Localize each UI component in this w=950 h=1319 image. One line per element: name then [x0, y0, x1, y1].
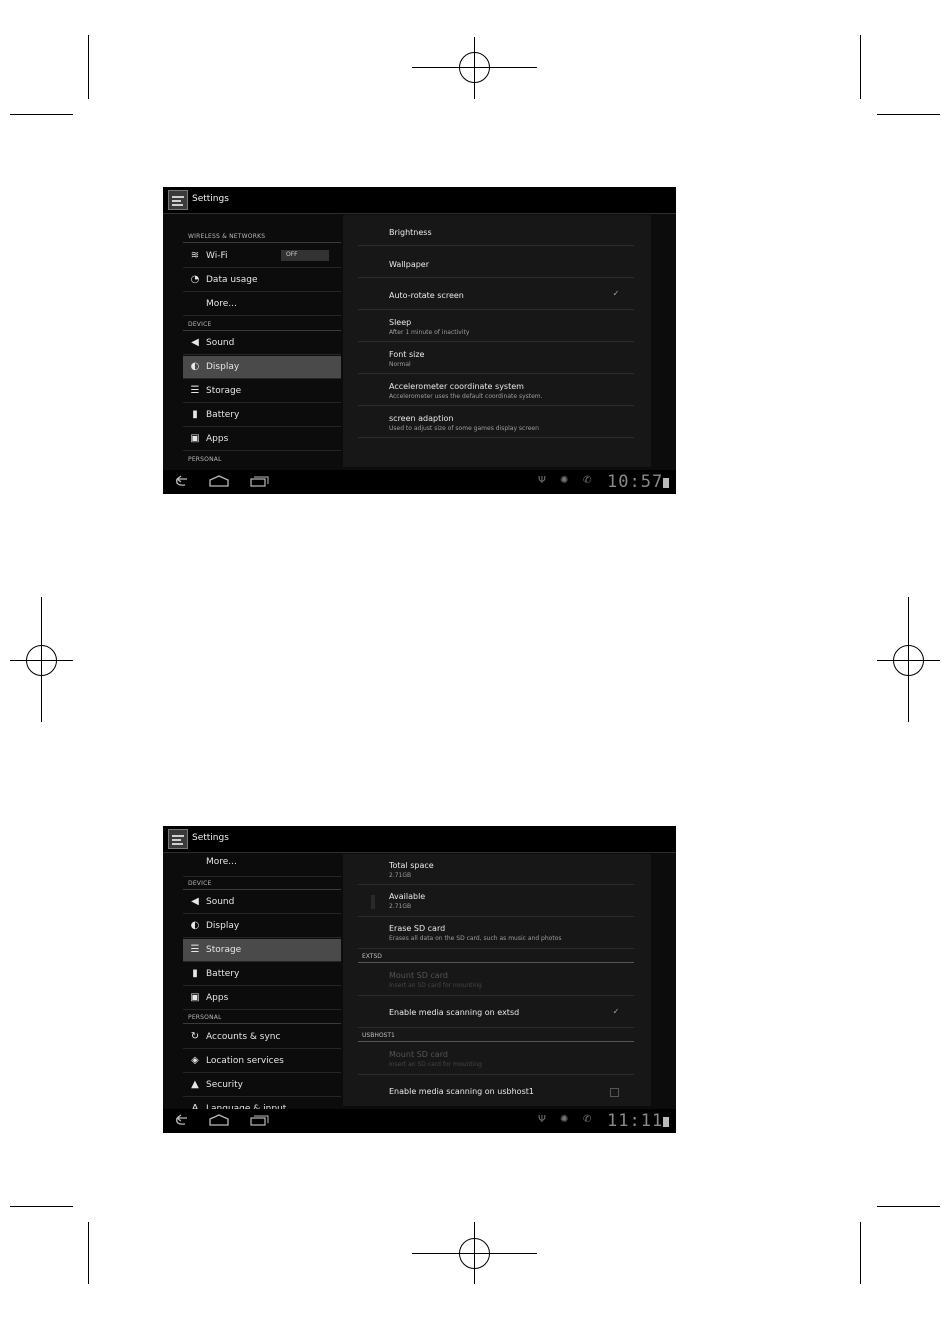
row-summary: Insert an SD card for mounting: [389, 982, 482, 989]
row-title: Font size: [389, 350, 425, 359]
row-title: Mount SD card: [389, 1050, 448, 1059]
sidebar-item-apps[interactable]: [183, 428, 341, 451]
android-debug-icon: ✺: [560, 1114, 569, 1125]
section-header-personal: PERSONAL: [188, 1014, 222, 1021]
sidebar-item-storage[interactable]: [183, 939, 341, 962]
battery-icon: ▮: [192, 409, 198, 420]
battery-icon: ▮: [192, 968, 198, 979]
sidebar-item-label: Storage: [206, 386, 242, 396]
row-title: screen adaption: [389, 414, 454, 423]
app-title: Settings: [192, 833, 229, 843]
nav-buttons: [163, 470, 283, 494]
settings-icon[interactable]: [168, 829, 188, 849]
media-scanning-usbhost-row[interactable]: [358, 1076, 634, 1107]
row-title: Accelerometer coordinate system: [389, 382, 524, 391]
section-header-device: DEVICE: [188, 321, 212, 328]
accelerometer-row[interactable]: [358, 375, 634, 406]
sidebar-item-apps[interactable]: [183, 987, 341, 1010]
row-title: Sleep: [389, 318, 412, 327]
section-header-personal: PERSONAL: [188, 456, 222, 463]
row-summary: Insert an SD card for mounting: [389, 1061, 482, 1068]
sidebar-item-data-usage[interactable]: [183, 269, 341, 292]
row-summary: 2.71GB: [389, 872, 412, 879]
sync-icon: ↻: [190, 1031, 200, 1042]
battery-status-icon: [663, 478, 669, 488]
sound-icon: ◀: [191, 337, 199, 348]
sidebar-item-label: More...: [206, 299, 237, 309]
section-divider: [183, 330, 341, 331]
display-icon: ◐: [190, 361, 200, 372]
sidebar-item-label: Storage: [206, 945, 242, 955]
sidebar-item-battery[interactable]: [183, 963, 341, 986]
sidebar-item-label: Sound: [206, 897, 235, 907]
media-scanning-extsd-checkbox[interactable]: ✓: [612, 1007, 620, 1016]
system-nav-bar: [163, 1109, 676, 1133]
apps-icon: ▣: [190, 992, 200, 1003]
usb-icon: Ψ: [538, 475, 546, 486]
sidebar-item-label: Apps: [206, 434, 229, 444]
row-title: Wallpaper: [389, 260, 430, 269]
settings-icon[interactable]: [168, 190, 188, 210]
back-icon[interactable]: [177, 1115, 187, 1124]
section-header-usbhost: USBHOST1: [362, 1032, 395, 1039]
storage-icon: ☰: [190, 385, 200, 396]
wallpaper-row[interactable]: [358, 247, 634, 278]
status-clock: 10:57: [607, 472, 664, 492]
sidebar-item-label: Display: [206, 362, 240, 372]
auto-rotate-row[interactable]: [358, 279, 634, 310]
row-title: Enable media scanning on usbhost1: [389, 1087, 534, 1096]
sidebar-item-security[interactable]: [183, 1074, 341, 1097]
sidebar-item-sound[interactable]: [183, 891, 341, 914]
sidebar-item-label: Battery: [206, 410, 240, 420]
app-title: Settings: [192, 194, 229, 204]
sidebar-item-more[interactable]: [183, 293, 341, 316]
apps-icon: ▣: [190, 433, 200, 444]
sidebar-item-storage[interactable]: [183, 380, 341, 403]
settings-headers-list: [183, 215, 341, 467]
media-scanning-usbhost-checkbox[interactable]: [610, 1088, 619, 1097]
toggle-label: OFF: [286, 251, 298, 258]
storage-color-marker: [371, 895, 375, 909]
recent-apps-icon[interactable]: [251, 477, 268, 486]
section-divider: [183, 242, 341, 243]
android-debug-icon: ✺: [560, 475, 569, 486]
auto-rotate-checkbox[interactable]: ✓: [612, 289, 620, 298]
sidebar-item-sound[interactable]: [183, 332, 341, 355]
font-size-row[interactable]: [358, 343, 634, 374]
settings-headers-list: [183, 854, 341, 1106]
erase-sd-card-row[interactable]: [358, 918, 634, 949]
nav-buttons: [163, 1109, 283, 1133]
brightness-row[interactable]: [358, 215, 634, 246]
home-icon[interactable]: [210, 1115, 228, 1125]
row-title: Erase SD card: [389, 924, 446, 933]
sidebar-item-label: Apps: [206, 993, 229, 1003]
action-bar: [163, 826, 676, 853]
row-title: Enable media scanning on extsd: [389, 1008, 520, 1017]
sidebar-item-display[interactable]: [183, 915, 341, 938]
section-header-wireless: WIRELESS & NETWORKS: [188, 233, 266, 240]
display-icon: ◐: [190, 920, 200, 931]
row-title: Total space: [389, 861, 434, 870]
status-clock: 11:11: [607, 1111, 664, 1131]
total-space-row: [358, 854, 634, 885]
storage-settings-screenshot: [163, 826, 676, 1133]
sleep-row[interactable]: [358, 311, 634, 342]
row-title: Auto-rotate screen: [389, 291, 464, 300]
lock-icon: ▲: [191, 1079, 199, 1090]
sidebar-item-more[interactable]: [183, 854, 341, 877]
display-settings-screenshot: [163, 187, 676, 494]
wifi-icon: ≋: [190, 250, 200, 261]
row-title: Brightness: [389, 228, 432, 237]
media-scanning-extsd-row[interactable]: [358, 997, 634, 1028]
location-icon: ◈: [191, 1055, 199, 1066]
section-divider: [183, 1023, 341, 1024]
sound-icon: ◀: [191, 896, 199, 907]
storage-icon: ☰: [190, 944, 200, 955]
row-title: Available: [389, 892, 426, 901]
available-row: [358, 886, 634, 917]
sidebar-item-label: Security: [206, 1080, 243, 1090]
sidebar-item-label: Battery: [206, 969, 240, 979]
display-settings-panel: [343, 215, 651, 467]
section-divider: [358, 1041, 634, 1042]
sidebar-item-label: Wi-Fi: [206, 251, 228, 261]
row-summary: Accelerometer uses the default coordinate system.: [389, 393, 543, 400]
data-usage-icon: ◔: [190, 274, 200, 285]
section-header-device: DEVICE: [188, 880, 212, 887]
sidebar-item-display[interactable]: [183, 356, 341, 379]
battery-status-icon: [663, 1117, 669, 1127]
section-divider: [358, 962, 634, 963]
row-summary: Used to adjust size of some games display screen: [389, 425, 539, 432]
wifi-toggle[interactable]: [281, 250, 329, 261]
action-bar: [163, 187, 676, 214]
row-summary: Normal: [389, 361, 411, 368]
recent-apps-icon[interactable]: [251, 1116, 268, 1125]
back-icon[interactable]: [177, 476, 187, 485]
usb-icon: Ψ: [538, 1114, 546, 1125]
section-divider: [183, 889, 341, 890]
sidebar-item-label: Display: [206, 921, 240, 931]
section-header-extsd: EXTSD: [362, 953, 382, 960]
sidebar-item-label: Sound: [206, 338, 235, 348]
sidebar-item-accounts-sync[interactable]: [183, 1026, 341, 1049]
screen-adaption-row[interactable]: [358, 407, 634, 438]
sidebar-item-battery[interactable]: [183, 404, 341, 427]
row-summary: After 1 minute of inactivity: [389, 329, 470, 336]
sidebar-item-label: Location services: [206, 1056, 284, 1066]
sidebar-item-location[interactable]: [183, 1050, 341, 1073]
mount-sd-card-extsd-row[interactable]: [358, 965, 634, 996]
system-nav-bar: [163, 470, 676, 494]
sidebar-item-label: Data usage: [206, 275, 258, 285]
row-title: Mount SD card: [389, 971, 448, 980]
home-icon[interactable]: [210, 476, 228, 486]
phone-icon: ✆: [583, 1114, 592, 1125]
sidebar-item-wifi[interactable]: [183, 245, 341, 268]
sidebar-item-label: Accounts & sync: [206, 1032, 281, 1042]
storage-settings-panel: [343, 854, 651, 1106]
row-summary: Erases all data on the SD card, such as music and photos: [389, 935, 562, 942]
sidebar-item-label: More...: [206, 857, 237, 867]
phone-icon: ✆: [583, 475, 592, 486]
row-summary: 2.71GB: [389, 903, 412, 910]
mount-sd-card-usbhost-row[interactable]: [358, 1044, 634, 1075]
